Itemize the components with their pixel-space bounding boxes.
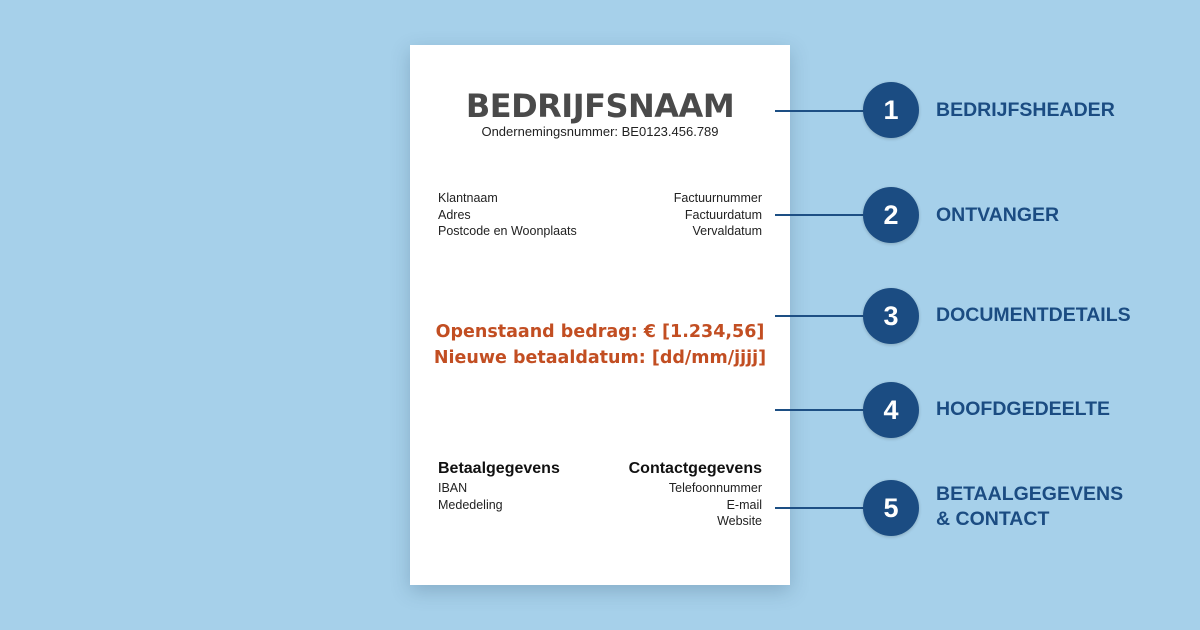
callout-label-5-line-2: & CONTACT — [936, 508, 1050, 530]
contact-heading: Contactgegevens — [628, 460, 762, 477]
callout-label-2-line-1: ONTVANGER — [936, 204, 1060, 226]
new-due-date: Nieuwe betaaldatum: [dd/mm/jjjj] — [433, 348, 767, 368]
amounts-block — [410, 319, 790, 371]
callout-label-2 — [936, 203, 1059, 228]
connector-line-1 — [775, 110, 865, 112]
payment-reference: Mededeling — [438, 497, 503, 512]
invoice-number: Factuurnummer — [673, 191, 762, 205]
callout-label-1 — [936, 98, 1115, 123]
contact-website: Website — [717, 514, 762, 528]
due-date: Vervaldatum — [692, 224, 762, 238]
company-name: BEDRIJFSNAAM — [465, 87, 735, 125]
recipient-block — [438, 190, 577, 240]
callout-label-4-line-1: HOOFDGEDEELTE — [936, 398, 1111, 420]
callout-label-1-line-1: BEDRIJFSHEADER — [936, 99, 1115, 121]
callout-badge-2: 2 — [863, 187, 919, 243]
amount-due: Openstaand bedrag: € [1.234,56] — [435, 322, 765, 342]
callout-badge-4: 4 — [863, 382, 919, 438]
recipient-address: Adres — [438, 207, 471, 222]
connector-line-2 — [775, 214, 865, 216]
payment-iban: IBAN — [438, 481, 468, 495]
payment-heading: Betaalgegevens — [438, 460, 560, 477]
contact-email: E-mail — [726, 497, 762, 512]
callout-badge-3: 3 — [863, 288, 919, 344]
callout-label-3 — [936, 303, 1131, 328]
connector-line-5 — [775, 507, 865, 509]
callout-badge-1: 1 — [863, 82, 919, 138]
company-number: Ondernemingsnummer: BE0123.456.789 — [481, 124, 719, 139]
recipient-postcode-city: Postcode en Woonplaats — [438, 224, 577, 238]
contact-phone: Telefoonnummer — [668, 481, 762, 495]
callout-label-5 — [936, 482, 1123, 532]
contact-details-block — [629, 459, 762, 530]
connector-line-3 — [775, 315, 865, 317]
callout-label-4 — [936, 397, 1110, 422]
connector-line-4 — [775, 409, 865, 411]
callout-label-3-line-1: DOCUMENTDETAILS — [936, 304, 1131, 326]
invoice-date: Factuurdatum — [684, 207, 762, 222]
payment-details-block — [438, 459, 560, 513]
recipient-name: Klantnaam — [438, 191, 498, 205]
callout-label-5-line-1: BETAALGEGEVENS — [936, 483, 1124, 505]
invoice-details-block — [674, 190, 762, 240]
callout-badge-5: 5 — [863, 480, 919, 536]
invoice-document — [410, 45, 790, 585]
